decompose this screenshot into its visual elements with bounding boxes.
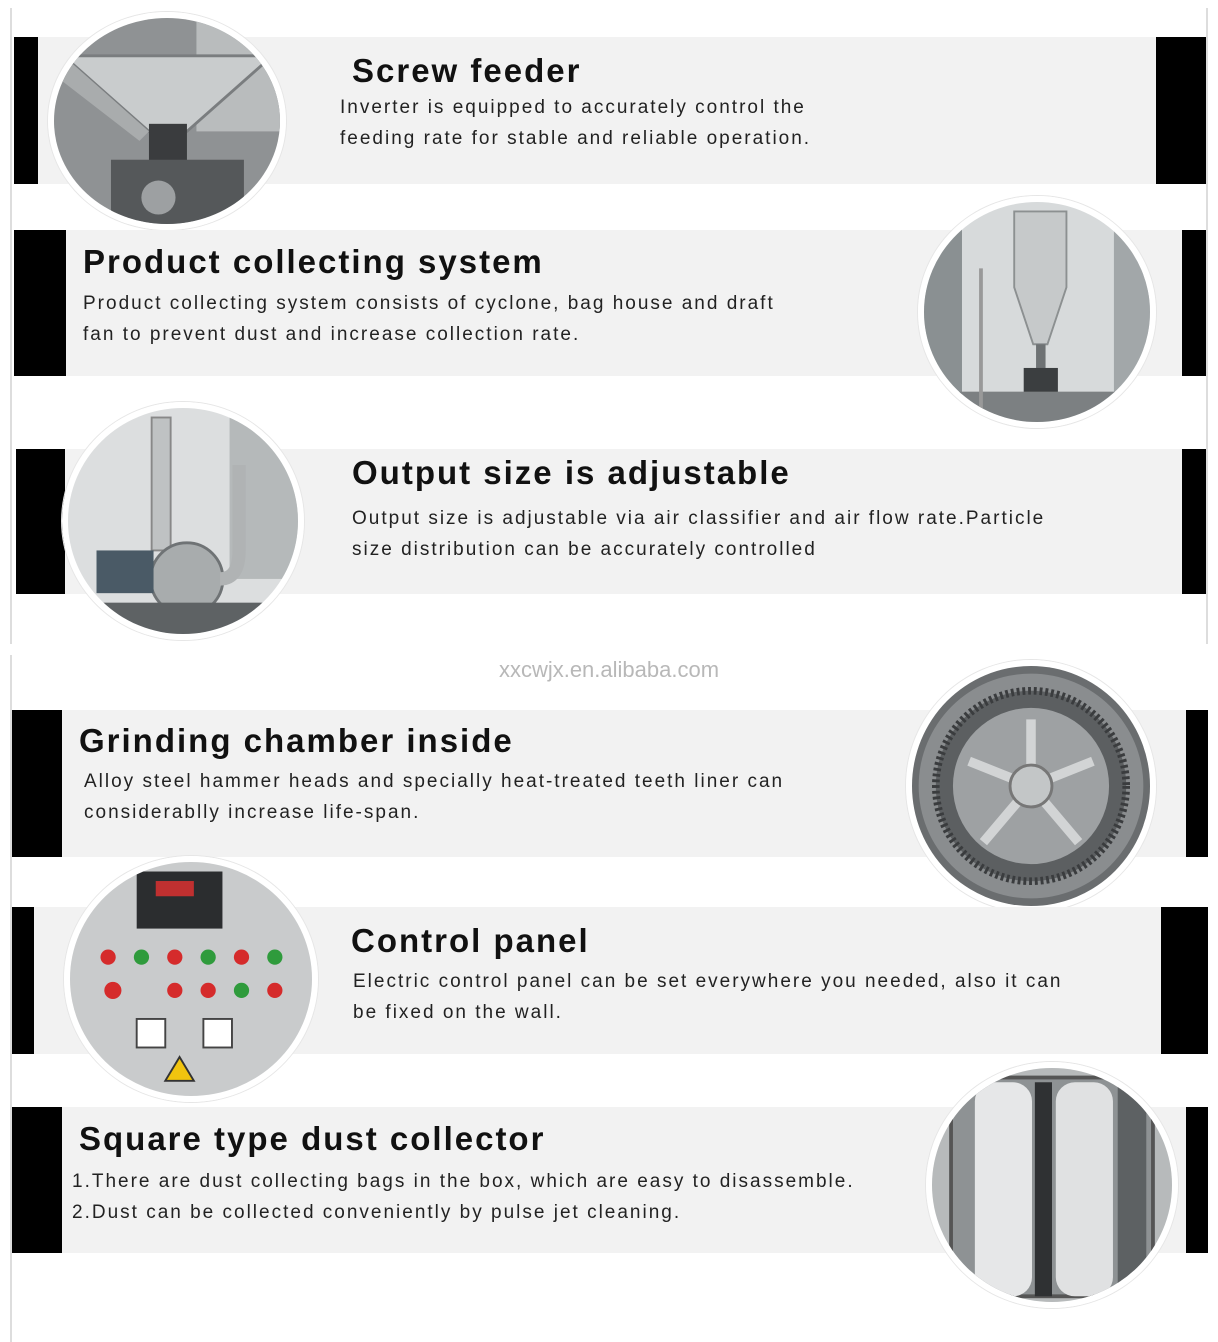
- control-panel-photo-icon: [64, 856, 318, 1102]
- accent-bar-right: [1186, 1107, 1208, 1253]
- feature-title: Output size is adjustable: [352, 454, 791, 491]
- accent-bar-right: [1182, 449, 1206, 594]
- feature-description: [352, 503, 1045, 565]
- feature-title: Screw feeder: [352, 52, 582, 89]
- watermark: xxcwjx.en.alibaba.com: [498, 657, 720, 682]
- accent-bar-left: [14, 37, 38, 184]
- accent-bar-left: [16, 449, 65, 594]
- fan-pipe-photo-icon: [62, 402, 304, 640]
- accent-bar-right: [1161, 907, 1208, 1054]
- accent-bar-left: [14, 230, 66, 376]
- feature-description: [72, 1166, 855, 1228]
- accent-bar-right: [1156, 37, 1206, 184]
- accent-bar-right: [1182, 230, 1206, 376]
- description-line: size distribution can be accurately controlled: [352, 539, 817, 560]
- feature-title: Product collecting system: [83, 243, 544, 280]
- description-line: Output size is adjustable via air classifier and air flow rate.Particle: [352, 508, 1046, 529]
- grinding-chamber-photo-icon: [906, 660, 1156, 912]
- dust-collector-photo-icon: [926, 1062, 1178, 1308]
- description-line: Electric control panel can be set everywhere you needed, also it can: [353, 971, 1063, 992]
- feature-title: Control panel: [351, 922, 590, 959]
- accent-bar-left: [12, 907, 34, 1054]
- accent-bar-right: [1186, 710, 1208, 857]
- cyclone-photo-icon: [918, 196, 1156, 428]
- description-line: feeding rate for stable and reliable operation.: [340, 128, 812, 149]
- feature-title: Square type dust collector: [79, 1120, 546, 1157]
- accent-bar-left: [12, 1107, 62, 1253]
- description-line: Inverter is equipped to accurately control the: [340, 97, 806, 118]
- description-line: 2.Dust can be collected conveniently by pulse jet cleaning.: [72, 1202, 682, 1223]
- feature-description: [340, 92, 811, 154]
- description-line: fan to prevent dust and increase collection rate.: [83, 324, 581, 345]
- accent-bar-left: [12, 710, 62, 857]
- description-line: Product collecting system consists of cyclone, bag house and draft: [83, 293, 775, 314]
- description-line: 1.There are dust collecting bags in the box, which are easy to disassemble.: [72, 1171, 855, 1192]
- feature-description: [353, 966, 1063, 1028]
- description-line: considerablly increase life-span.: [84, 802, 421, 823]
- hopper-photo-icon: [48, 12, 286, 230]
- feature-description: [84, 766, 784, 828]
- feature-title: Grinding chamber inside: [79, 722, 514, 759]
- description-line: be fixed on the wall.: [353, 1002, 563, 1023]
- description-line: Alloy steel hammer heads and specially heat-treated teeth liner can: [84, 771, 785, 792]
- feature-description: [83, 288, 775, 350]
